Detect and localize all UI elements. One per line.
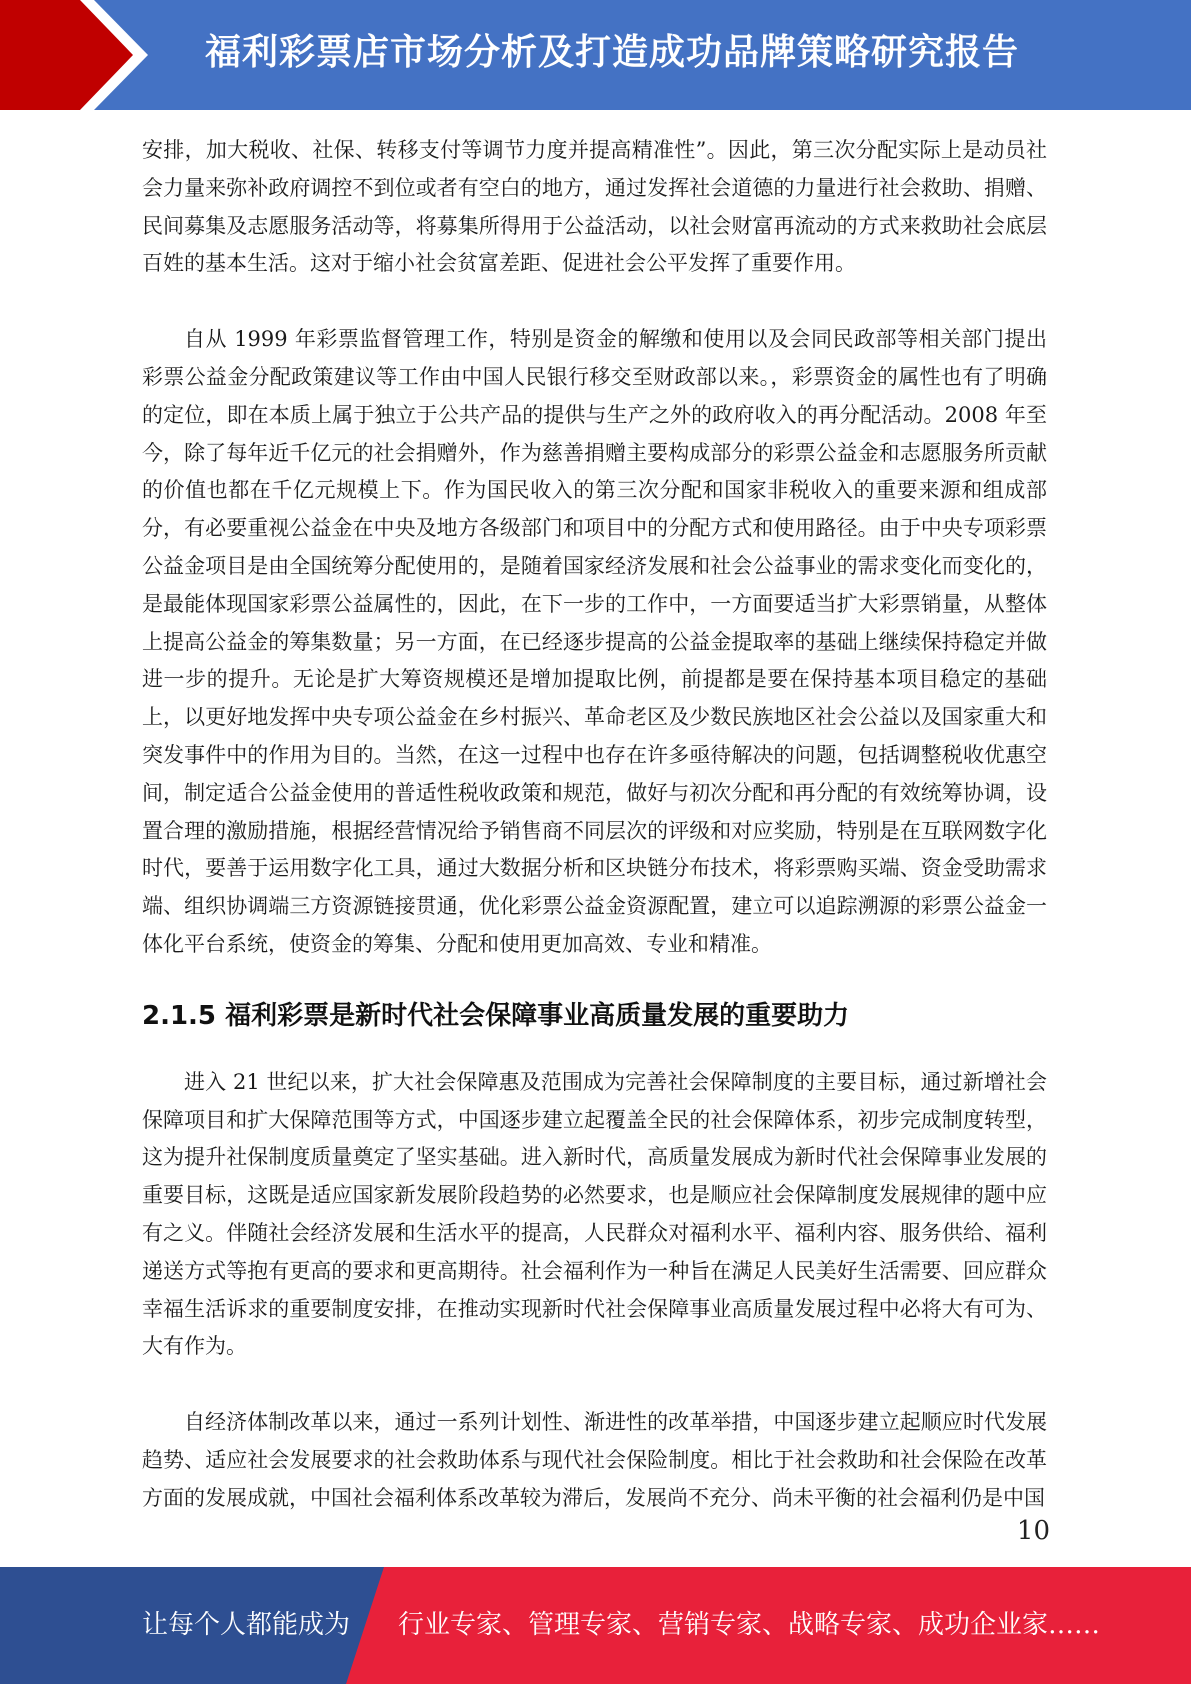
paragraph-4: 自经济体制改革以来，通过一系列计划性、渐进性的改革举措，中国逐步建立起顺应时代发展趋势、适应社会发展要求的社会救助体系与现代社会保险制度。相比于社会救助和社会保险在改革方面的发展成就，中国社会福利体系改革较为滞后，发展尚不充分、尚未平衡的社会福利仍是中国 — [142, 1410, 1047, 1510]
report-title: 福利彩票店市场分析及打造成功品牌策略研究报告 — [205, 32, 1020, 73]
section-heading: 2.1.5 福利彩票是新时代社会保障事业高质量发展的重要助力 — [142, 1000, 850, 1031]
page-number: 10 — [1016, 1516, 1050, 1546]
paragraph-1: 安排，加大税收、社保、转移支付等调节力度并提高精准性”。因此，第三次分配实际上是动员社会力量来弥补政府调控不到位或者有空白的地方，通过发挥社会道德的力量进行社会救助、捐赠、民间募集及志愿服务活动等，将募集所得用于公益活动，以社会财富再流动的方式来救助社会底层百姓的基本生活。这对于缩小社会贫富差距、促进社会公平发挥了重要作用。 — [142, 138, 1047, 276]
document-body — [142, 132, 1047, 1518]
footer-slogan-left: 让每个人都能成为 — [142, 1610, 351, 1640]
page-header — [0, 0, 1191, 110]
footer-slogan-right: 行业专家、管理专家、营销专家、战略专家、成功企业家…… — [398, 1610, 1101, 1640]
paragraph-2: 自从 1999 年彩票监督管理工作，特别是资金的解缴和使用以及会同民政部等相关部门提出彩票公益金分配政策建议等工作由中国人民银行移交至财政部以来。，彩票资金的属性也有了明确的定位，即在本质上属于独立于公共产品的提供与生产之外的政府收入的再分配活动。2008 年至今，除了每年近千亿元的社会捐赠外，作为慈善捐赠主要构成部分的彩票公益金和志愿服务所贡献的价值也都在千亿元规模上下。作为国民收入的第三次分配和国家非税收入的重要来源和组成部分，有必要重视公益金在中央及地方各级部门和项目中的分配方式和使用路径。由于中央专项彩票公益金项目是由全国统筹分配使用的，是随着国家经济发展和社会公益事业的需求变化而变化的，是最能体现国家彩票公益属性的，因此，在下一步的工作中，一方面要适当扩大彩票销量，从整体上提高公益金的筹集数量；另一方面，在已经逐步提高的公益金提取率的基础上继续保持稳定并做进一步的提升。无论是扩大筹资规模还是增加提取比例，前提都是要在保持基本项目稳定的基础上，以更好地发挥中央专项公益金在乡村振兴、革命老区及少数民族地区社会公益以及国家重大和突发事件中的作用为目的。当然，在这一过程中也存在许多亟待解决的问题，包括调整税收优惠空间，制定适合公益金使用的普适性税收政策和规范，做好与初次分配和再分配的有效统筹协调，设置合理的激励措施，根据经营情况给予销售商不同层次的评级和对应奖励，特别是在互联网数字化时代，要善于运用数字化工具，通过大数据分析和区块链分布技术，将彩票购买端、资金受助需求端、组织协调端三方资源链接贯通，优化彩票公益金资源配置，建立可以追踪溯源的彩票公益金一体化平台系统，使资金的筹集、分配和使用更加高效、专业和精准。 — [142, 327, 1047, 956]
paragraph-3: 进入 21 世纪以来，扩大社会保障惠及范围成为完善社会保障制度的主要目标，通过新增社会保障项目和扩大保障范围等方式，中国逐步建立起覆盖全民的社会保障体系，初步完成制度转型，这为提升社保制度质量奠定了坚实基础。进入新时代，高质量发展成为新时代社会保障事业发展的重要目标，这既是适应国家新发展阶段趋势的必然要求，也是顺应社会保障制度发展规律的题中应有之义。伴随社会经济发展和生活水平的提高，人民群众对福利水平、福利内容、服务供给、福利递送方式等抱有更高的要求和更高期待。社会福利作为一种旨在满足人民美好生活需要、回应群众幸福生活诉求的重要制度安排，在推动实现新时代社会保障事业高质量发展过程中必将大有可为、大有作为。 — [142, 1069, 1047, 1359]
page-footer — [0, 1567, 1191, 1684]
header-arrow-decoration — [0, 0, 150, 110]
